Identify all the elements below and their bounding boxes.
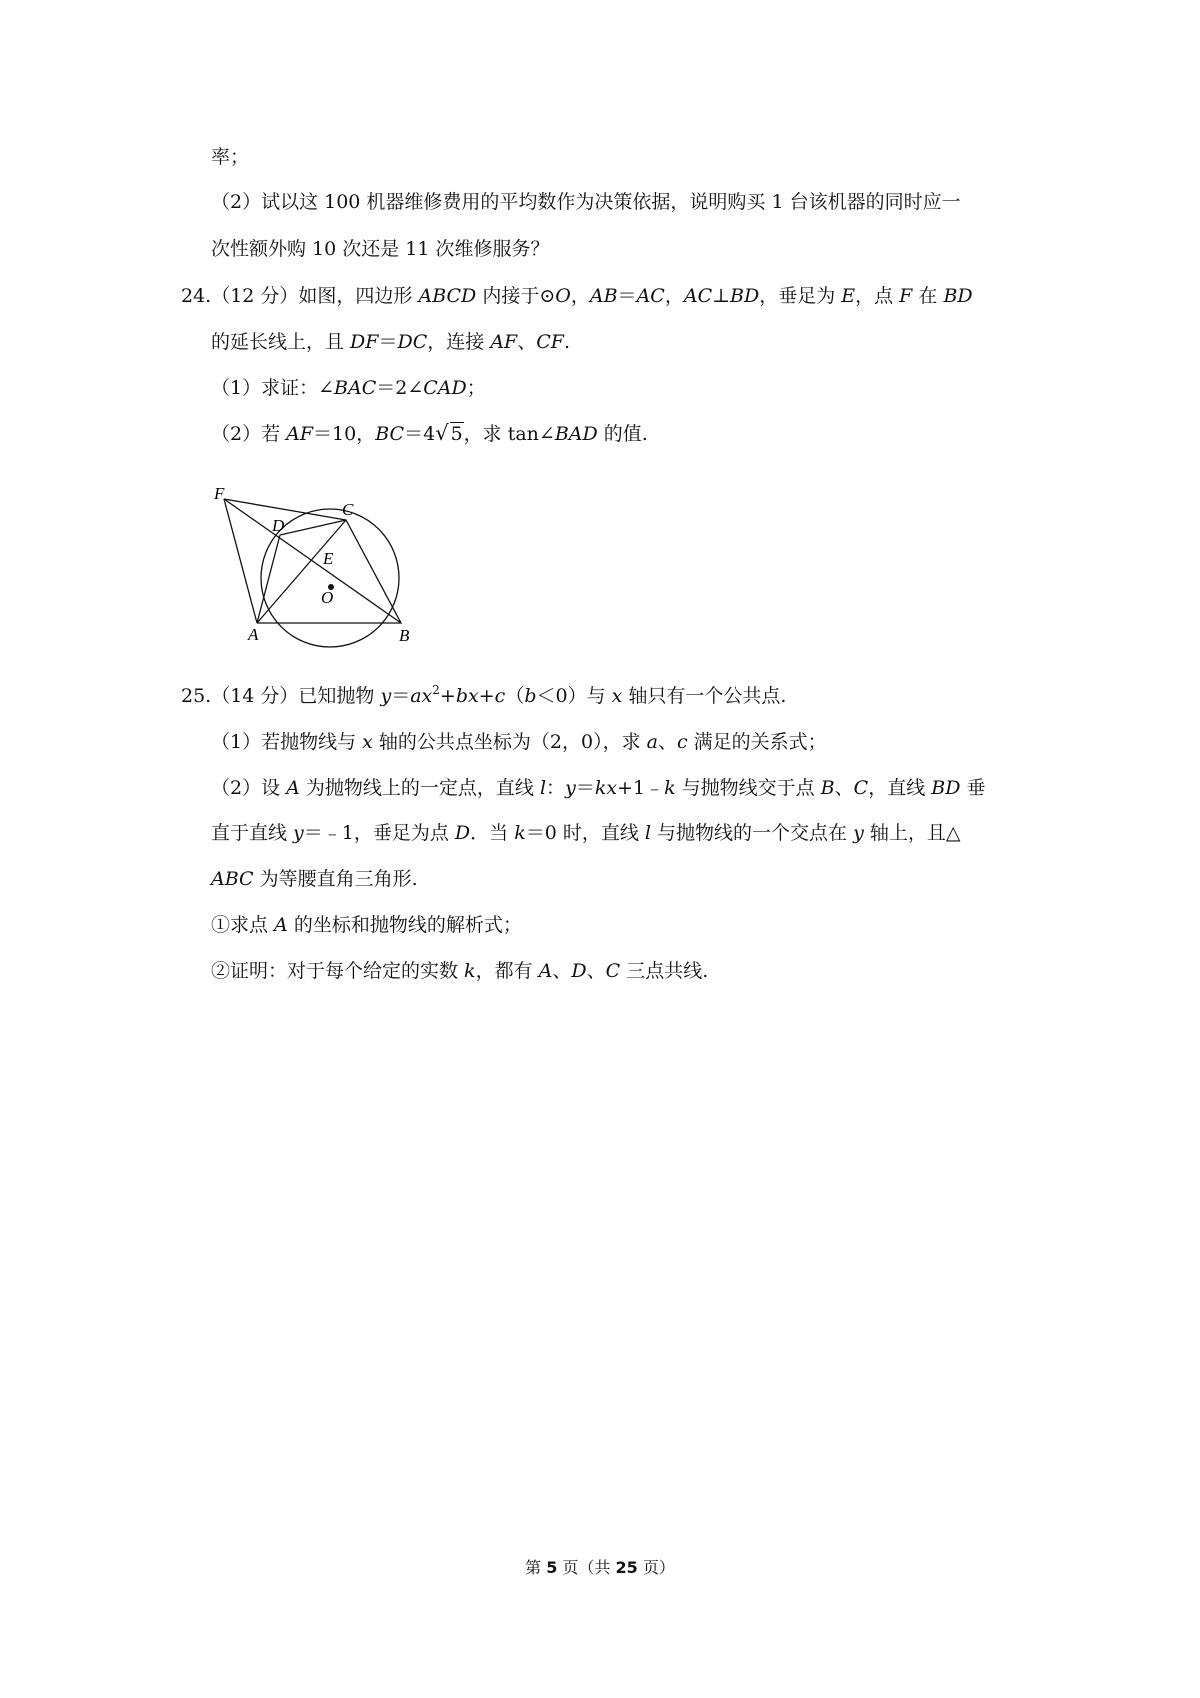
- label-b: B: [399, 626, 410, 645]
- text-line: 的延长线上，且 DF＝DC，连接 AF、CF.: [211, 331, 571, 353]
- text-line: （2）若 AF＝10，BC＝4√ 5，求 tan∠BAD 的值.: [211, 421, 648, 445]
- page-footer: 第 5 页（共 25 页）: [525, 1558, 675, 1577]
- segment-af: [224, 499, 257, 623]
- text-line: 次性额外购 10 次还是 11 次维修服务？: [211, 238, 550, 260]
- text-line: （1）若抛物线与 x 轴的公共点坐标为（2，0），求 a、c 满足的关系式；: [211, 731, 827, 753]
- question-25-stem: 25.（14 分）已知抛物 $y=ax^2+bx+c(b<0)$与 x 轴只有一个公共点.: [181, 683, 787, 707]
- label-e: E: [323, 549, 334, 568]
- page-number: 5: [546, 1558, 558, 1577]
- text-line: ABC 为等腰直角三角形.: [211, 868, 418, 890]
- text-line: ①求点 A 的坐标和抛物线的解析式；: [211, 914, 522, 936]
- geometry-figure: [210, 482, 420, 667]
- label-f: F: [214, 484, 225, 503]
- text-line: 率；: [211, 146, 250, 168]
- label-a: A: [248, 625, 259, 644]
- text-line: （2）试以这 100 机器维修费用的平均数作为决策依据，说明购买 1 台该机器的同时应一: [211, 191, 961, 213]
- label-o: O: [321, 588, 334, 607]
- label-c: C: [342, 500, 354, 519]
- text-line: （2）设 A 为抛物线上的一定点，直线 l：y＝kx+1﹣k 与抛物线交于点 B、C，直线 BD 垂: [211, 777, 986, 799]
- page-total: 25: [615, 1558, 638, 1577]
- text-line: ②证明：对于每个给定的实数 k，都有 A、D、C 三点共线.: [211, 960, 709, 982]
- question-24-stem: 24.（12 分）如图，四边形 ABCD 内接于⊙O，AB＝AC，AC⊥BD，垂足为 E，点 F 在 BD: [181, 285, 973, 307]
- sqrt-symbol: √: [435, 421, 449, 445]
- label-d: D: [272, 516, 285, 535]
- segment-bf: [224, 499, 401, 623]
- text-line: 直于直线 y＝﹣1，垂足为点 D．当 k＝0 时，直线 l 与抛物线的一个交点在 y 轴上，且△: [211, 822, 961, 844]
- text-line: （1）求证：∠BAC＝2∠CAD；: [211, 377, 486, 399]
